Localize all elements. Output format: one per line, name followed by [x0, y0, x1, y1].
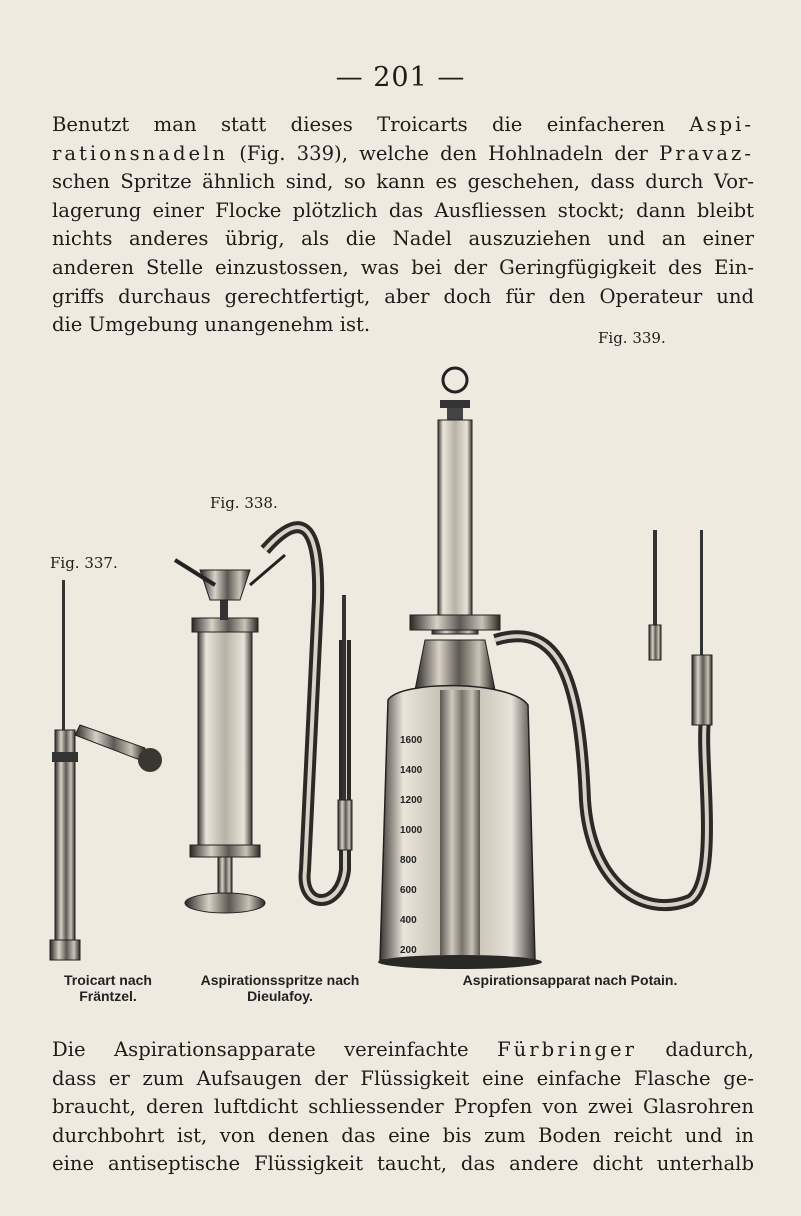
text-line: anderen Stelle einzustossen, was bei der Geringfügigkeit des Ein-: [52, 255, 754, 279]
scale-label: 200: [400, 945, 417, 956]
page-number: — 201 —: [335, 62, 466, 93]
aspiration-apparatus-drawing: [378, 368, 712, 969]
text-line: dass er zum Aufsaugen der Flüssigkeit eine einfache Flasche ge-: [52, 1066, 754, 1090]
text-line: rationsnadeln (Fig. 339), welche den Hohlnadeln der Pravaz-: [52, 141, 755, 165]
text-line: Benutzt man statt dieses Troicarts die einfacheren Aspi-: [52, 113, 755, 136]
text-line: lagerung einer Flocke plötzlich das Ausfliessen stockt; dann bleibt: [52, 198, 754, 222]
scale-label: 600: [400, 885, 417, 896]
caption-fig-339: Aspirationsapparat nach Potain.: [462, 972, 678, 988]
paragraph-bottom: [52, 1036, 754, 1179]
scale-label: 400: [400, 915, 417, 926]
scale-label: 800: [400, 855, 417, 866]
figures-illustration: [0, 350, 801, 990]
text-line: durchbohrt ist, von denen das eine bis zum Boden reicht und in: [52, 1123, 754, 1147]
fig-337-label: Fig. 337.: [50, 554, 118, 572]
scale-label: 1200: [400, 795, 423, 806]
text-line: schen Spritze ähnlich sind, so kann es geschehen, dass durch Vor-: [52, 170, 754, 194]
text-line: nichts anderes übrig, als die Nadel auszuziehen und an einer: [52, 227, 754, 251]
scale-label: 1000: [400, 825, 423, 836]
text-line: die Umgebung unangenehm ist.: [52, 313, 371, 337]
fig-338-label: Fig. 338.: [210, 494, 278, 512]
aspiration-syringe-drawing: [175, 527, 352, 913]
fig-339-label: Fig. 339.: [598, 329, 666, 347]
text-line: braucht, deren luftdicht schliessender Propfen von zwei Glasrohren: [52, 1095, 754, 1119]
text-line: Die Aspirationsapparate vereinfachte Fürbringer dadurch,: [52, 1038, 754, 1061]
text-line: eine antiseptische Flüssigkeit taucht, das andere dicht unterhalb: [52, 1152, 754, 1176]
text-line: griffs durchaus gerechtfertigt, aber doch für den Operateur und: [52, 284, 754, 308]
caption-fig-337: Troicart nach Fräntzel.: [64, 972, 152, 1004]
troicart-drawing: [50, 580, 162, 960]
paragraph-top: [52, 111, 754, 340]
caption-fig-338: Aspirationsspritze nach Dieulafoy.: [200, 972, 360, 1004]
scale-label: 1600: [400, 735, 423, 746]
scale-label: 1400: [400, 765, 423, 776]
